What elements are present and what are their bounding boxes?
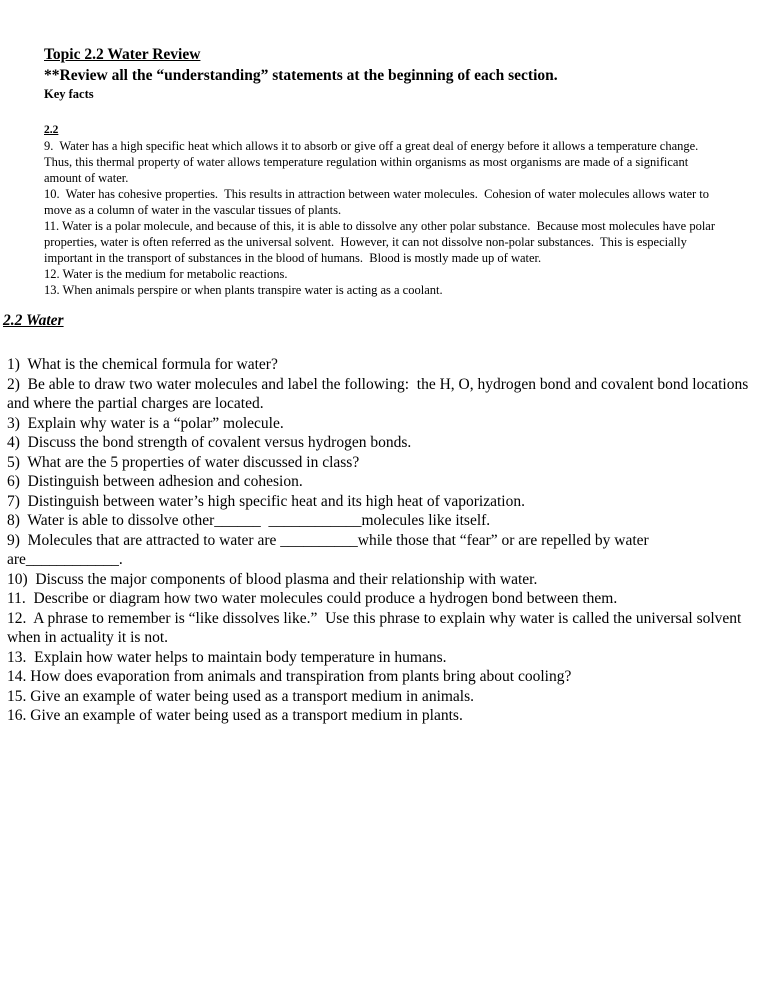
key-fact-10: 10. Water has cohesive properties. This results in attraction between water molecules. Cohesion of water molecules allows water to move as a column of water in the vascular tissues of plants.: [44, 187, 713, 217]
question-6: 6) Distinguish between adhesion and cohesion.: [7, 473, 303, 490]
question-15: 15. Give an example of water being used as a transport medium in animals.: [7, 687, 475, 705]
question-1: 1) What is the chemical formula for water?: [7, 356, 278, 373]
key-fact-11: 11. Water is a polar molecule, and because of this, it is able to dissolve any other polar substance. Because most molecules have polar properties, water is often referred as the universal solvent. However, it can not dissolve non-polar substances. This is especially important in the transport of substances in the blood of humans. Blood is mostly made up of water.: [44, 219, 719, 265]
question-4: 4) Discuss the bond strength of covalent versus hydrogen bonds.: [7, 434, 412, 451]
question-14: 14. How does evaporation from animals and transpiration from plants bring about cooling?: [7, 668, 572, 685]
question-13: 13. Explain how water helps to maintain body temperature in humans.: [7, 648, 447, 666]
document-title: Topic 2.2 Water Review: [44, 46, 201, 63]
section-number: 2.2: [44, 124, 59, 136]
question-16: 16. Give an example of water being used as a transport medium in plants.: [7, 707, 463, 724]
key-facts-section: [0, 103, 768, 298]
key-fact-12: 12. Water is the medium for metabolic reactions.: [44, 267, 288, 281]
questions-list: [7, 355, 754, 726]
question-12: 12. A phrase to remember is “like dissolves like.” Use this phrase to explain why water is called the universal solvent when in actuality it is not.: [7, 609, 746, 646]
key-fact-9: 9. Water has a high specific heat which allows it to absorb or give off a great deal of energy before it allows a temperature change. Thus, this thermal property of water allows temperature regulation within organisms as most organisms are made of a significant amount of water.: [44, 139, 705, 185]
question-7: 7) Distinguish between water’s high specific heat and its high heat of vaporization.: [7, 492, 525, 510]
section-heading: 2.2 Water: [3, 312, 64, 329]
question-3: 3) Explain why water is a “polar” molecule.: [7, 414, 284, 432]
question-10: 10) Discuss the major components of blood plasma and their relationship with water.: [7, 570, 538, 588]
question-8: 8) Water is able to dissolve other______ ____________molecules like itself.: [7, 512, 491, 529]
key-facts-label: Key facts: [44, 87, 94, 101]
question-11: 11. Describe or diagram how two water molecules could produce a hydrogen bond between them.: [7, 590, 618, 607]
review-note: **Review all the “understanding” statements at the beginning of each section.: [44, 67, 558, 84]
header-block: [0, 0, 768, 103]
question-5: 5) What are the 5 properties of water discussed in class?: [7, 453, 360, 471]
key-fact-13: 13. When animals perspire or when plants transpire water is acting as a coolant.: [44, 283, 443, 297]
question-2: 2) Be able to draw two water molecules and label the following: the H, O, hydrogen bond and covalent bond locations and where the partial charges are located.: [7, 375, 753, 412]
question-9: 9) Molecules that are attracted to water are __________while those that “fear” or are repelled by water are____________.: [7, 531, 653, 568]
